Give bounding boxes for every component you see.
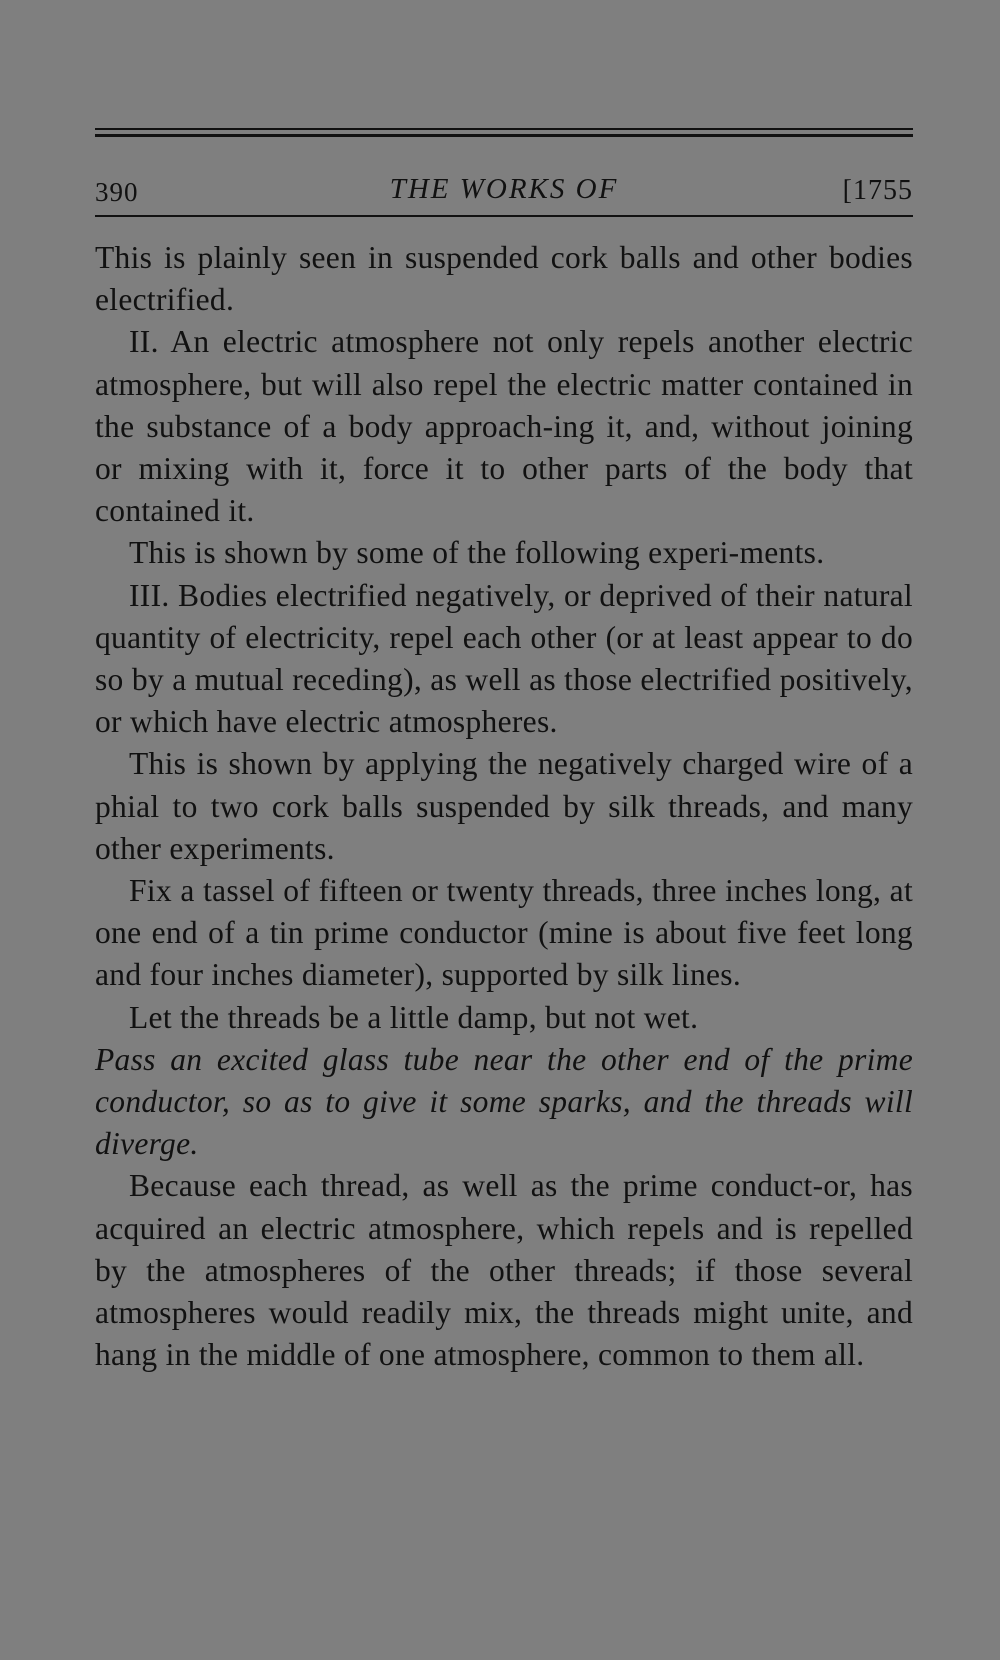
paragraph: This is plainly seen in suspended cork balls and other bodies electrified. bbox=[95, 240, 913, 318]
paragraph: Fix a tassel of fifteen or twenty threads, three inches long, at one end of a tin prime conductor (mine is about five feet long and four inches diameter), supported by silk lines. bbox=[95, 873, 913, 993]
book-page bbox=[95, 128, 913, 1376]
page-number: 390 bbox=[95, 177, 139, 207]
body-text bbox=[95, 217, 913, 1376]
paragraph: Let the threads be a little damp, but not wet. bbox=[129, 999, 699, 1035]
paragraph: Because each thread, as well as the prime conduct-or, has acquired an electric atmosphere, which repels and is repelled by the atmospheres of the other threads; if those several atmospheres would readily mix, the threads might unite, and hang in the middle of one atmosphere, common to them all. bbox=[95, 1168, 913, 1373]
paragraph: This is shown by some of the following experi-ments. bbox=[129, 535, 825, 571]
running-title: THE WORKS OF bbox=[389, 173, 619, 205]
top-double-rule bbox=[95, 128, 913, 137]
running-head bbox=[95, 137, 913, 215]
paragraph: This is shown by applying the negatively charged wire of a phial to two cork balls suspended by silk threads, and many other experiments. bbox=[95, 746, 913, 866]
paragraph-italic: Pass an excited glass tube near the other end of the prime conductor, so as to give it some sparks, and the threads will diverge. bbox=[95, 1041, 913, 1162]
paragraph: II. An electric atmosphere not only repels another electric atmosphere, but will also repel the electric matter contained in the substance of a body approach-ing it, and, without joining or mixing with it, force it to other parts of the body that contained it. bbox=[95, 324, 913, 529]
paragraph: III. Bodies electrified negatively, or deprived of their natural quantity of electricity, repel each other (or at least appear to do so by a mutual receding), as well as those electrified positively, or which have electric atmospheres. bbox=[95, 577, 913, 740]
year-marker: [1755 bbox=[842, 175, 913, 206]
